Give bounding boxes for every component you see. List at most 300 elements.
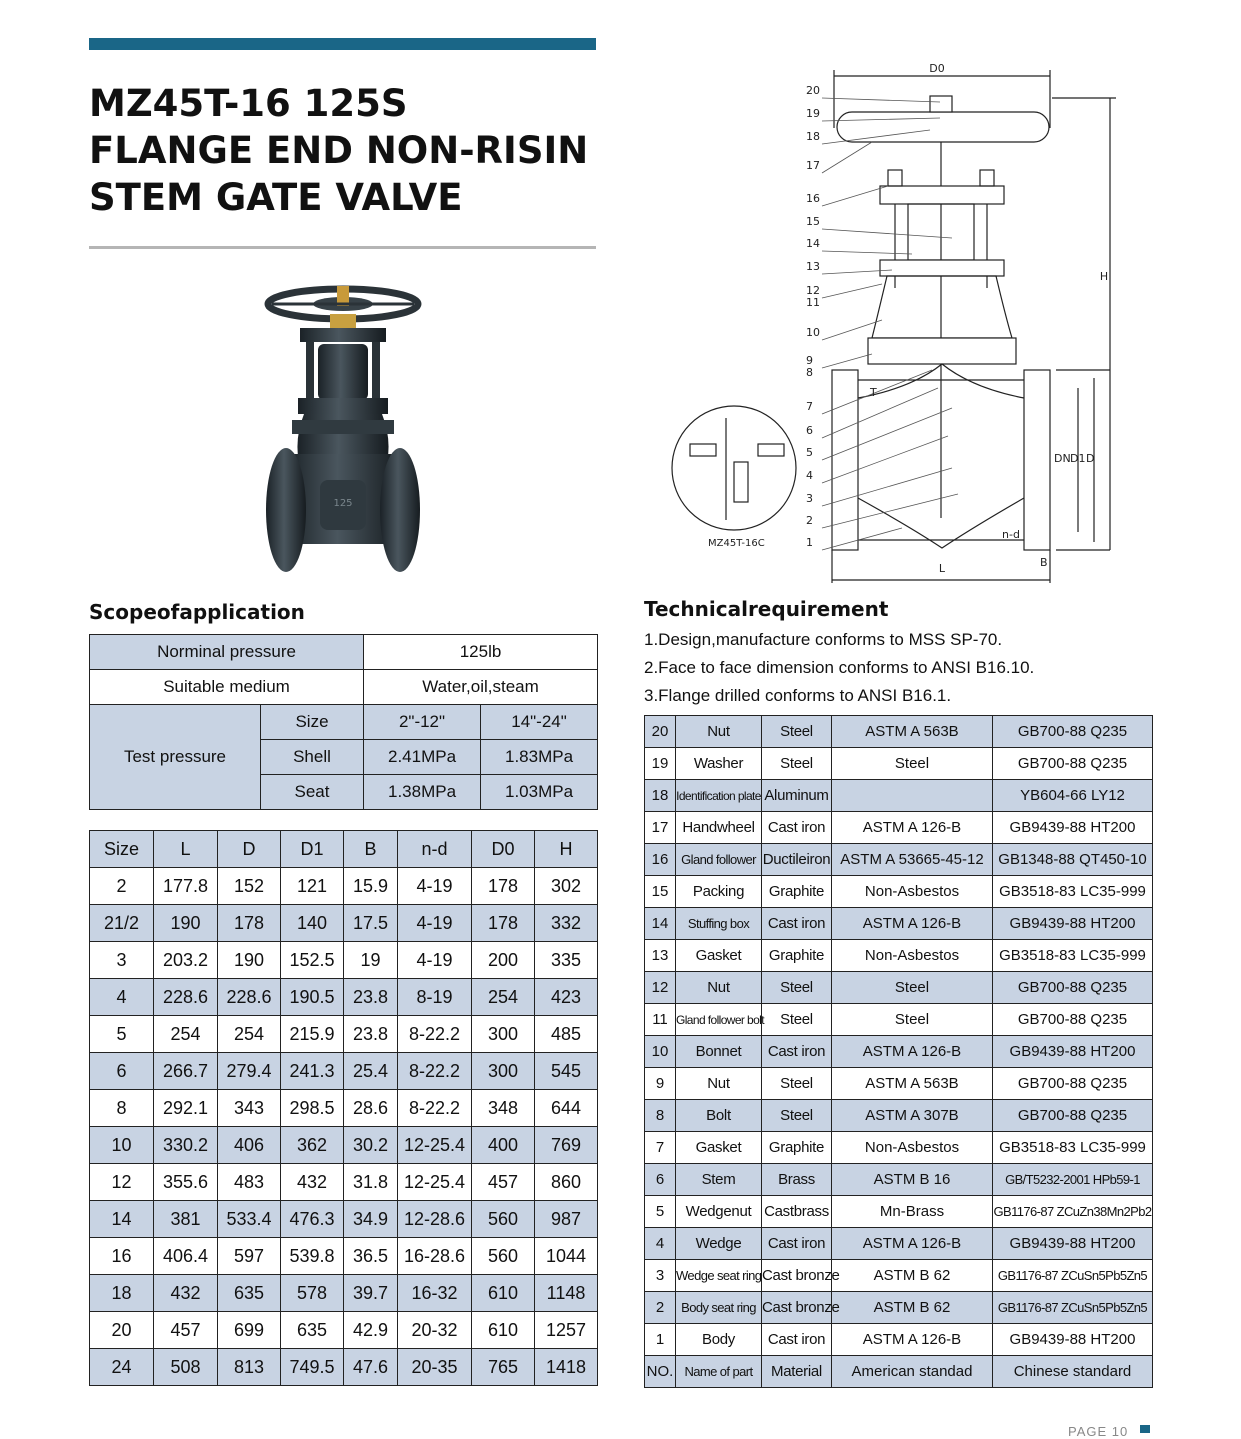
table-cell: 34.9 — [344, 1201, 398, 1238]
table-row — [645, 812, 1153, 844]
table-cell: 610 — [472, 1275, 535, 1312]
table-cell: 432 — [154, 1275, 218, 1312]
valve-photo — [262, 284, 424, 576]
table-cell: 1148 — [535, 1275, 598, 1312]
title-line-1: MZ45T-16 125S — [89, 82, 408, 125]
table-cell: 241.3 — [281, 1053, 344, 1090]
table-cell: Non-Asbestos — [832, 940, 993, 972]
table-row — [90, 979, 598, 1016]
table-cell: 348 — [472, 1090, 535, 1127]
part-num-label: 9 — [806, 354, 813, 367]
table-cell: 7 — [645, 1132, 676, 1164]
requirement-item: 1.Design,manufacture conforms to MSS SP-70. — [644, 630, 1003, 649]
part-num-label: 15 — [806, 215, 820, 228]
table-cell: Body — [676, 1324, 762, 1356]
table-row — [90, 1090, 598, 1127]
table-cell: 560 — [472, 1238, 535, 1275]
table-cell: Cast iron — [762, 1036, 832, 1068]
table-cell: 3 — [645, 1260, 676, 1292]
table-cell: ASTM A 126-B — [832, 908, 993, 940]
table-cell: Steel — [832, 972, 993, 1004]
table-row — [90, 670, 598, 705]
table-cell: NO. — [645, 1356, 676, 1388]
table-cell: 215.9 — [281, 1016, 344, 1053]
part-num-label: 4 — [806, 469, 813, 482]
table-row — [645, 716, 1153, 748]
table-cell: Chinese standard — [993, 1356, 1153, 1388]
table-cell: 508 — [154, 1349, 218, 1386]
column-header: D0 — [472, 831, 535, 868]
table-cell: GB700-88 Q235 — [993, 748, 1153, 780]
seat-value-b: 1.03MPa — [481, 775, 598, 810]
table-cell: Body seat ring — [676, 1292, 762, 1324]
table-cell: Packing — [676, 876, 762, 908]
table-cell: 28.6 — [344, 1090, 398, 1127]
table-cell: 2 — [90, 868, 154, 905]
page-title — [89, 80, 609, 221]
table-cell: 610 — [472, 1312, 535, 1349]
part-num-label: 3 — [806, 492, 813, 505]
table-cell: 4 — [645, 1228, 676, 1260]
table-cell: GB3518-83 LC35-999 — [993, 1132, 1153, 1164]
table-cell: GB700-88 Q235 — [993, 716, 1153, 748]
table-cell: 9 — [645, 1068, 676, 1100]
table-cell: 16 — [645, 844, 676, 876]
table-cell: 23.8 — [344, 979, 398, 1016]
table-row — [90, 635, 598, 670]
table-cell: Steel — [762, 1004, 832, 1036]
technical-heading: Technicalrequirement — [644, 597, 889, 621]
table-row — [645, 780, 1153, 812]
table-cell: 20-35 — [398, 1349, 472, 1386]
table-cell: Handwheel — [676, 812, 762, 844]
table-row — [645, 1324, 1153, 1356]
label-dn: DN — [1054, 452, 1071, 465]
table-row — [645, 844, 1153, 876]
table-cell: 178 — [472, 905, 535, 942]
table-cell: 644 — [535, 1090, 598, 1127]
table-cell: 13 — [645, 940, 676, 972]
table-cell: 2 — [645, 1292, 676, 1324]
table-cell: 12-25.4 — [398, 1164, 472, 1201]
table-row — [645, 1196, 1153, 1228]
requirement-item: 3.Flange drilled conforms to ANSI B16.1. — [644, 686, 952, 705]
svg-text:125: 125 — [333, 498, 353, 509]
table-cell: Bonnet — [676, 1036, 762, 1068]
table-cell: 18 — [645, 780, 676, 812]
table-cell: 457 — [472, 1164, 535, 1201]
table-cell: 1418 — [535, 1349, 598, 1386]
table-row — [90, 1164, 598, 1201]
scope-heading: Scopeofapplication — [89, 600, 305, 624]
label-model: MZ45T-16C — [708, 538, 765, 549]
table-cell: 533.4 — [218, 1201, 281, 1238]
table-row — [645, 876, 1153, 908]
table-cell: 266.7 — [154, 1053, 218, 1090]
table-cell: 178 — [218, 905, 281, 942]
table-cell: Brass — [762, 1164, 832, 1196]
test-pressure-label: Test pressure — [90, 705, 261, 810]
table-cell: 1 — [645, 1324, 676, 1356]
table-cell: Cast iron — [762, 908, 832, 940]
part-num-label: 5 — [806, 446, 813, 459]
table-cell: 17.5 — [344, 905, 398, 942]
table-cell: GB3518-83 LC35-999 — [993, 940, 1153, 972]
table-cell: 203.2 — [154, 942, 218, 979]
label-b: B — [1040, 556, 1048, 569]
shell-value-a: 2.41MPa — [364, 740, 481, 775]
table-cell: 5 — [645, 1196, 676, 1228]
table-cell: 12-28.6 — [398, 1201, 472, 1238]
column-header: D1 — [281, 831, 344, 868]
table-cell: 15.9 — [344, 868, 398, 905]
table-cell: Aluminum — [762, 780, 832, 812]
table-cell: 12 — [645, 972, 676, 1004]
table-cell: ASTM B 16 — [832, 1164, 993, 1196]
table-cell: 476.3 — [281, 1201, 344, 1238]
table-cell: 578 — [281, 1275, 344, 1312]
title-line-2: FLANGE END NON-RISIN — [89, 129, 589, 172]
table-cell: 8 — [645, 1100, 676, 1132]
table-cell: 200 — [472, 942, 535, 979]
table-cell: 14 — [645, 908, 676, 940]
table-cell: 8-22.2 — [398, 1016, 472, 1053]
medium-value: Water,oil,steam — [364, 670, 598, 705]
part-num-label: 14 — [806, 237, 820, 250]
part-num-label: 11 — [806, 296, 820, 309]
table-cell: Identification plate — [676, 780, 762, 812]
table-cell: 8-19 — [398, 979, 472, 1016]
part-num-label: 1 — [806, 536, 813, 549]
table-row — [90, 1053, 598, 1090]
page-number: PAGE 10 — [1068, 1424, 1129, 1439]
size-label: Size — [261, 705, 364, 740]
table-cell: Washer — [676, 748, 762, 780]
column-header: Size — [90, 831, 154, 868]
table-row — [645, 1004, 1153, 1036]
parts-table — [644, 715, 1153, 1388]
table-cell: 152 — [218, 868, 281, 905]
seat-value-a: 1.38MPa — [364, 775, 481, 810]
table-cell: 18 — [90, 1275, 154, 1312]
table-cell: 20 — [645, 716, 676, 748]
table-cell: 765 — [472, 1349, 535, 1386]
scope-table — [89, 634, 598, 810]
table-cell: 12 — [90, 1164, 154, 1201]
table-cell: 635 — [218, 1275, 281, 1312]
table-cell: 16 — [90, 1238, 154, 1275]
table-cell: 19 — [344, 942, 398, 979]
table-cell: 16-28.6 — [398, 1238, 472, 1275]
table-row — [645, 748, 1153, 780]
table-cell: 10 — [90, 1127, 154, 1164]
table-cell: Steel — [762, 716, 832, 748]
table-cell: 332 — [535, 905, 598, 942]
table-cell: 20 — [90, 1312, 154, 1349]
table-row — [645, 1068, 1153, 1100]
nominal-label: Norminal pressure — [90, 635, 364, 670]
table-cell: Cast iron — [762, 1228, 832, 1260]
part-num-label: 8 — [806, 366, 813, 379]
table-cell: Steel — [832, 748, 993, 780]
table-cell: 4-19 — [398, 942, 472, 979]
table-cell: GB9439-88 HT200 — [993, 908, 1153, 940]
table-cell: ASTM A 126-B — [832, 812, 993, 844]
table-row — [90, 905, 598, 942]
table-cell: Non-Asbestos — [832, 1132, 993, 1164]
table-cell: Gasket — [676, 1132, 762, 1164]
valve-drawing — [672, 58, 1124, 583]
table-cell: 343 — [218, 1090, 281, 1127]
label-nd: n-d — [1002, 528, 1020, 541]
table-cell: 4 — [90, 979, 154, 1016]
table-cell: YB604-66 LY12 — [993, 780, 1153, 812]
table-cell: 190 — [154, 905, 218, 942]
table-row — [645, 1356, 1153, 1388]
table-cell: 483 — [218, 1164, 281, 1201]
table-header-row — [90, 831, 598, 868]
part-num-label: 6 — [806, 424, 813, 437]
table-cell: ASTM A 126-B — [832, 1324, 993, 1356]
table-cell: Steel — [832, 1004, 993, 1036]
table-row — [90, 1349, 598, 1386]
table-row — [645, 908, 1153, 940]
table-cell: Gasket — [676, 940, 762, 972]
table-cell: Cast bronze — [762, 1260, 832, 1292]
table-cell: GB9439-88 HT200 — [993, 1324, 1153, 1356]
table-row — [90, 1201, 598, 1238]
table-cell: 987 — [535, 1201, 598, 1238]
table-cell: ASTM A 53665-45-12 — [832, 844, 993, 876]
table-cell: 25.4 — [344, 1053, 398, 1090]
table-cell: ASTM A 126-B — [832, 1036, 993, 1068]
label-h: H — [1099, 270, 1109, 283]
table-cell: ASTM A 126-B — [832, 1228, 993, 1260]
table-cell: 749.5 — [281, 1349, 344, 1386]
table-row — [645, 940, 1153, 972]
table-cell: Stuffing box — [676, 908, 762, 940]
table-cell: Cast iron — [762, 812, 832, 844]
part-num-label: 19 — [806, 107, 820, 120]
table-cell: 769 — [535, 1127, 598, 1164]
table-cell: GB1176-87 ZCuSn5Pb5Zn5 — [993, 1292, 1153, 1324]
label-t: T — [870, 386, 877, 399]
table-cell: 298.5 — [281, 1090, 344, 1127]
table-cell: 190.5 — [281, 979, 344, 1016]
table-cell: 1044 — [535, 1238, 598, 1275]
table-cell: 406.4 — [154, 1238, 218, 1275]
table-row — [90, 1275, 598, 1312]
seat-label: Seat — [261, 775, 364, 810]
table-cell: GB9439-88 HT200 — [993, 1228, 1153, 1260]
table-cell: 406 — [218, 1127, 281, 1164]
table-cell: Steel — [762, 748, 832, 780]
table-cell: Cast iron — [762, 1324, 832, 1356]
table-cell: 17 — [645, 812, 676, 844]
table-cell: Bolt — [676, 1100, 762, 1132]
table-cell: 6 — [645, 1164, 676, 1196]
table-cell: 20-32 — [398, 1312, 472, 1349]
table-cell: 300 — [472, 1016, 535, 1053]
column-header: B — [344, 831, 398, 868]
table-cell: 457 — [154, 1312, 218, 1349]
table-cell: 11 — [645, 1004, 676, 1036]
table-cell: 228.6 — [218, 979, 281, 1016]
table-row — [645, 1132, 1153, 1164]
table-cell: 15 — [645, 876, 676, 908]
table-cell: 423 — [535, 979, 598, 1016]
label-l: L — [938, 562, 946, 575]
table-cell: 355.6 — [154, 1164, 218, 1201]
table-cell: American standad — [832, 1356, 993, 1388]
table-row — [645, 1292, 1153, 1324]
table-cell: 10 — [645, 1036, 676, 1068]
table-cell: GB700-88 Q235 — [993, 1068, 1153, 1100]
table-cell: Mn-Brass — [832, 1196, 993, 1228]
column-header: L — [154, 831, 218, 868]
table-cell: Stem — [676, 1164, 762, 1196]
table-cell: 545 — [535, 1053, 598, 1090]
table-cell: 228.6 — [154, 979, 218, 1016]
table-cell: Castbrass — [762, 1196, 832, 1228]
table-cell: 42.9 — [344, 1312, 398, 1349]
table-cell: 335 — [535, 942, 598, 979]
table-cell: Steel — [762, 972, 832, 1004]
table-cell: 177.8 — [154, 868, 218, 905]
size-range-a: 2"-12" — [364, 705, 481, 740]
part-num-label: 16 — [806, 192, 820, 205]
part-num-label: 13 — [806, 260, 820, 273]
table-row — [645, 1228, 1153, 1260]
table-cell: GB1348-88 QT450-10 — [993, 844, 1153, 876]
table-cell: 1257 — [535, 1312, 598, 1349]
part-num-label: 17 — [806, 159, 820, 172]
table-cell: 121 — [281, 868, 344, 905]
table-cell: 4-19 — [398, 868, 472, 905]
table-cell: 12-25.4 — [398, 1127, 472, 1164]
table-cell: 362 — [281, 1127, 344, 1164]
table-row — [645, 972, 1153, 1004]
table-row — [90, 1312, 598, 1349]
table-cell: Non-Asbestos — [832, 876, 993, 908]
table-cell: Graphite — [762, 940, 832, 972]
table-cell: Name of part — [676, 1356, 762, 1388]
technical-requirements — [644, 626, 1204, 710]
table-cell: 381 — [154, 1201, 218, 1238]
shell-value-b: 1.83MPa — [481, 740, 598, 775]
table-cell: Gland follower bolt — [676, 1004, 762, 1036]
table-cell: Wedgenut — [676, 1196, 762, 1228]
table-row — [645, 1036, 1153, 1068]
table-cell: 178 — [472, 868, 535, 905]
table-cell: 14 — [90, 1201, 154, 1238]
table-cell: 47.6 — [344, 1349, 398, 1386]
requirement-item: 2.Face to face dimension conforms to ANSI B16.10. — [644, 658, 1035, 677]
table-cell: 24 — [90, 1349, 154, 1386]
table-cell: Nut — [676, 1068, 762, 1100]
table-cell: 19 — [645, 748, 676, 780]
part-num-label: 7 — [806, 400, 813, 413]
table-row — [90, 1127, 598, 1164]
table-row — [90, 1238, 598, 1275]
table-cell: Nut — [676, 716, 762, 748]
footer-accent-square — [1140, 1425, 1150, 1433]
table-cell: GB700-88 Q235 — [993, 1004, 1153, 1036]
title-line-3: STEM GATE VALVE — [89, 176, 463, 219]
column-header: n-d — [398, 831, 472, 868]
table-cell: 254 — [218, 1016, 281, 1053]
table-cell: 39.7 — [344, 1275, 398, 1312]
table-cell: 699 — [218, 1312, 281, 1349]
column-header: D — [218, 831, 281, 868]
table-cell: 400 — [472, 1127, 535, 1164]
table-cell: 813 — [218, 1349, 281, 1386]
table-cell: 560 — [472, 1201, 535, 1238]
label-d0: D0 — [929, 62, 945, 75]
table-cell: Cast bronze — [762, 1292, 832, 1324]
label-d: D — [1086, 452, 1095, 465]
table-cell: 485 — [535, 1016, 598, 1053]
table-cell: Steel — [762, 1068, 832, 1100]
table-row — [90, 1016, 598, 1053]
table-cell: 5 — [90, 1016, 154, 1053]
table-cell: Nut — [676, 972, 762, 1004]
table-row — [645, 1260, 1153, 1292]
part-num-label: 12 — [806, 284, 820, 297]
dimension-table — [89, 830, 598, 1386]
table-cell: Gland follower — [676, 844, 762, 876]
table-cell: 8-22.2 — [398, 1053, 472, 1090]
table-cell: ASTM A 563B — [832, 716, 993, 748]
table-cell: ASTM B 62 — [832, 1292, 993, 1324]
table-cell: 152.5 — [281, 942, 344, 979]
table-cell: GB1176-87 ZCuZn38Mn2Pb2 — [993, 1196, 1153, 1228]
table-cell: 6 — [90, 1053, 154, 1090]
table-cell: 254 — [472, 979, 535, 1016]
table-cell: 16-32 — [398, 1275, 472, 1312]
table-cell: 432 — [281, 1164, 344, 1201]
table-cell: Steel — [762, 1100, 832, 1132]
part-num-label: 20 — [806, 84, 820, 97]
table-cell: 860 — [535, 1164, 598, 1201]
table-cell: 597 — [218, 1238, 281, 1275]
table-row — [90, 868, 598, 905]
table-cell: ASTM A 307B — [832, 1100, 993, 1132]
table-cell: 3 — [90, 942, 154, 979]
shell-label: Shell — [261, 740, 364, 775]
table-cell: GB3518-83 LC35-999 — [993, 876, 1153, 908]
table-cell: Graphite — [762, 876, 832, 908]
table-cell: 36.5 — [344, 1238, 398, 1275]
table-cell: GB1176-87 ZCuSn5Pb5Zn5 — [993, 1260, 1153, 1292]
table-cell: GB/T5232-2001 HPb59-1 — [993, 1164, 1153, 1196]
table-cell: 300 — [472, 1053, 535, 1090]
medium-label: Suitable medium — [90, 670, 364, 705]
table-cell: 330.2 — [154, 1127, 218, 1164]
part-num-label: 2 — [806, 514, 813, 527]
table-cell: GB700-88 Q235 — [993, 972, 1153, 1004]
table-cell — [832, 780, 993, 812]
table-cell: 190 — [218, 942, 281, 979]
nominal-value: 125lb — [364, 635, 598, 670]
table-cell: 302 — [535, 868, 598, 905]
table-cell: 292.1 — [154, 1090, 218, 1127]
table-cell: 21/2 — [90, 905, 154, 942]
table-cell: ASTM A 563B — [832, 1068, 993, 1100]
part-num-label: 10 — [806, 326, 820, 339]
column-header: H — [535, 831, 598, 868]
table-cell: GB9439-88 HT200 — [993, 1036, 1153, 1068]
